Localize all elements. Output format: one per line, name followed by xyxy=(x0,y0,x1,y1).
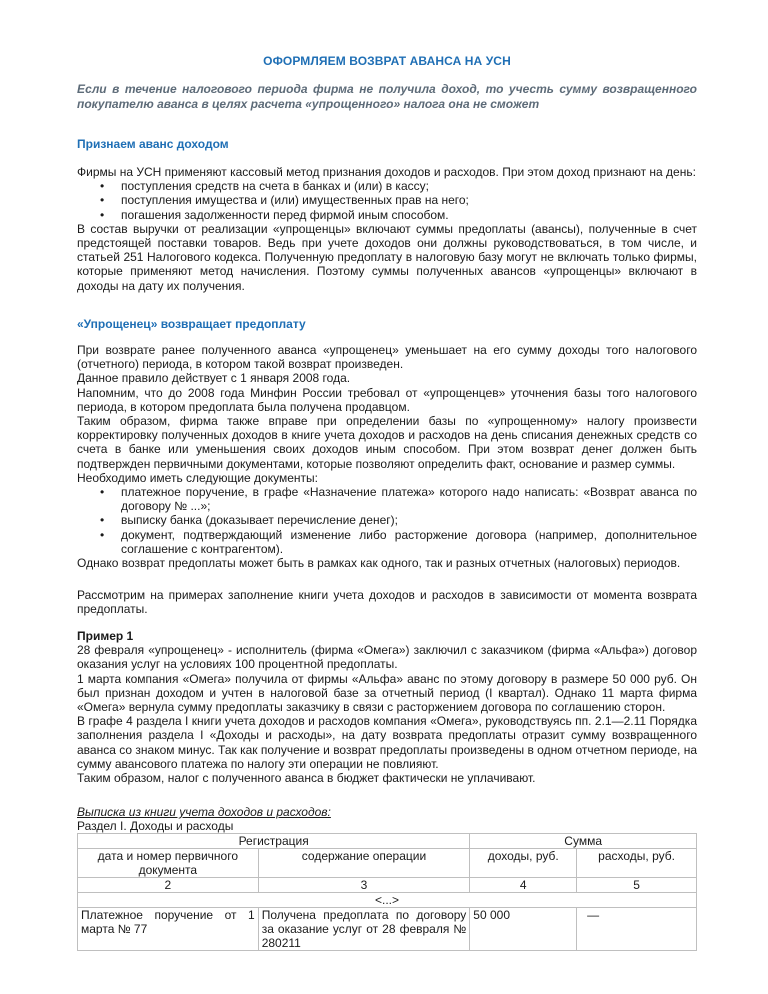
section2-p3: Напомним, что до 2008 года Минфин России требовал от «упрощенцев» уточнения базы того налогового периода, в котором предоплата была получена продавцом. xyxy=(77,385,697,414)
section2-heading: «Упрощенец» возвращает предоплату xyxy=(77,317,306,331)
example-p1: 28 февраля «упрощенец» - исполнитель (фирма «Омега») заключил с заказчиком (фирма «Альфа») договор оказания услуг на условиях 100 процентной предоплаты. xyxy=(77,643,697,672)
section2-p5: Необходимо иметь следующие документы: xyxy=(77,470,318,485)
col-number: 4 xyxy=(470,878,577,893)
cell-content: Получена предоплата по договору за оказание услуг от 28 февраля № 280211 xyxy=(258,908,470,951)
extract-section-title: Раздел I. Доходы и расходы xyxy=(77,819,234,834)
table-row xyxy=(78,878,697,893)
ledger-table xyxy=(77,833,697,951)
header-content: содержание операции xyxy=(258,849,470,878)
example-p2: 1 марта компания «Омега» получила от фирмы «Альфа» аванс по этому договору в размере 50 000 руб. Он был признан доходом и учтен в налоговой базе за отчетный период (I квартал). Однако 11 марта фирма «Омега» вернула сумму предоплаты заказчику в связи с расторжением договора по соглашению сторон. xyxy=(77,671,697,715)
section2-p6: Однако возврат предоплаты может быть в рамках как одного, так и разных отчетных (налоговых) периодов. xyxy=(77,556,681,571)
section1-intro: Фирмы на УСН применяют кассовый метод признания доходов и расходов. При этом доход признают на день: xyxy=(77,165,696,179)
cell-doc: Платежное поручение от 1 марта № 77 xyxy=(78,908,259,951)
header-income: доходы, руб. xyxy=(470,849,577,878)
header-expense: расходы, руб. xyxy=(577,849,697,878)
section2-p7: Рассмотрим на примерах заполнение книги учета доходов и расходов в зависимости от момента возврата предоплаты. xyxy=(77,588,697,617)
col-number: 2 xyxy=(78,878,259,893)
list-item: • документ, подтверждающий изменение либо расторжение договора (например, дополнительное соглашение с контрагентом). xyxy=(121,528,697,556)
table-row xyxy=(78,893,697,908)
section1-heading: Признаем аванс доходом xyxy=(77,137,229,151)
example-block xyxy=(77,629,697,785)
section2-p4: Таким образом, фирма также вправе при определении базы по «упрощенному» налогу произвести корректировку полученных доходов в книге учета доходов и расходов на день списания денежных средств со счета в банке или уменьшения своих доходов иным способом. При этом возврат денег должен быть подтвержден первичными документами, которые позволяют определить факт, основание и размер суммы. xyxy=(77,414,697,471)
header-registration: Регистрация xyxy=(78,834,470,849)
example-heading: Пример 1 xyxy=(77,629,134,643)
section2-p1: При возврате ранее полученного аванса «упрощенец» уменьшает на его сумму доходы того налогового (отчетного) периода, в котором такой возврат произведен. xyxy=(77,343,697,372)
document-title: ОФОРМЛЯЕМ ВОЗВРАТ АВАНСА НА УСН xyxy=(263,54,511,68)
section2-bullet-list xyxy=(77,485,697,556)
section2-p2: Данное правило действует с 1 января 2008 года. xyxy=(77,371,351,386)
header-doc: дата и номер первичного документа xyxy=(78,849,259,878)
extract-block xyxy=(77,805,697,951)
col-number: 3 xyxy=(258,878,470,893)
section1-bullet-list xyxy=(77,179,697,222)
section2-body xyxy=(77,343,697,570)
list-item: • поступления средств на счета в банках и (или) в кассу; xyxy=(121,179,697,193)
table-row xyxy=(78,849,697,878)
extract-heading: Выписка из книги учета доходов и расходов: xyxy=(77,805,331,819)
list-item: • выписку банка (доказывает перечисление денег); xyxy=(121,513,697,527)
list-item: • поступления имущества и (или) имущественных прав на него; xyxy=(121,193,697,207)
header-sum: Сумма xyxy=(470,834,697,849)
cell-income: 50 000 xyxy=(470,908,577,951)
section1-text: В состав выручки от реализации «упрощенцы» включают суммы предоплаты (авансы), полученные в счет предстоящей поставки товаров. Ведь при учете доходов они должны руководствоваться, в том числе, и статьей 251 Налогового кодекса. Полученную предоплату в налоговую базу могут не включать только фирмы, которые применяют метод начисления. Поэтому суммы полученных авансов «упрощенцы» включают в доходы на дату их получения. xyxy=(77,221,697,293)
section1-body xyxy=(77,165,697,293)
ellipsis-row: <...> xyxy=(78,893,697,908)
table-row xyxy=(78,834,697,849)
table-row xyxy=(78,908,697,951)
col-number: 5 xyxy=(577,878,697,893)
cell-expense: — xyxy=(577,908,697,951)
lead-paragraph: Если в течение налогового периода фирма не получила доход, то учесть сумму возвращенного покупателю аванса в целях расчета «упрощенного» налога она не сможет xyxy=(77,82,697,111)
example-p3: В графе 4 раздела I книги учета доходов и расходов компания «Омега», руководствуясь пп. 2.1—2.11 Порядка заполнения раздела I «Доходы и расходы», на дату возврата предоплаты отразит сумму возвращенного аванса со знаком минус. Так как получение и возврат предоплаты произведены в одном отчетном периоде, на сумму авансового платежа по налогу эти операции не повлияют. xyxy=(77,714,697,771)
list-item: • погашения задолженности перед фирмой иным способом. xyxy=(121,208,697,222)
example-p4: Таким образом, налог с полученного аванса в бюджет фактически не уплачивают. xyxy=(77,771,536,786)
list-item: • платежное поручение, в графе «Назначение платежа» которого надо написать: «Возврат аванса по договору № ...»; xyxy=(121,485,697,513)
